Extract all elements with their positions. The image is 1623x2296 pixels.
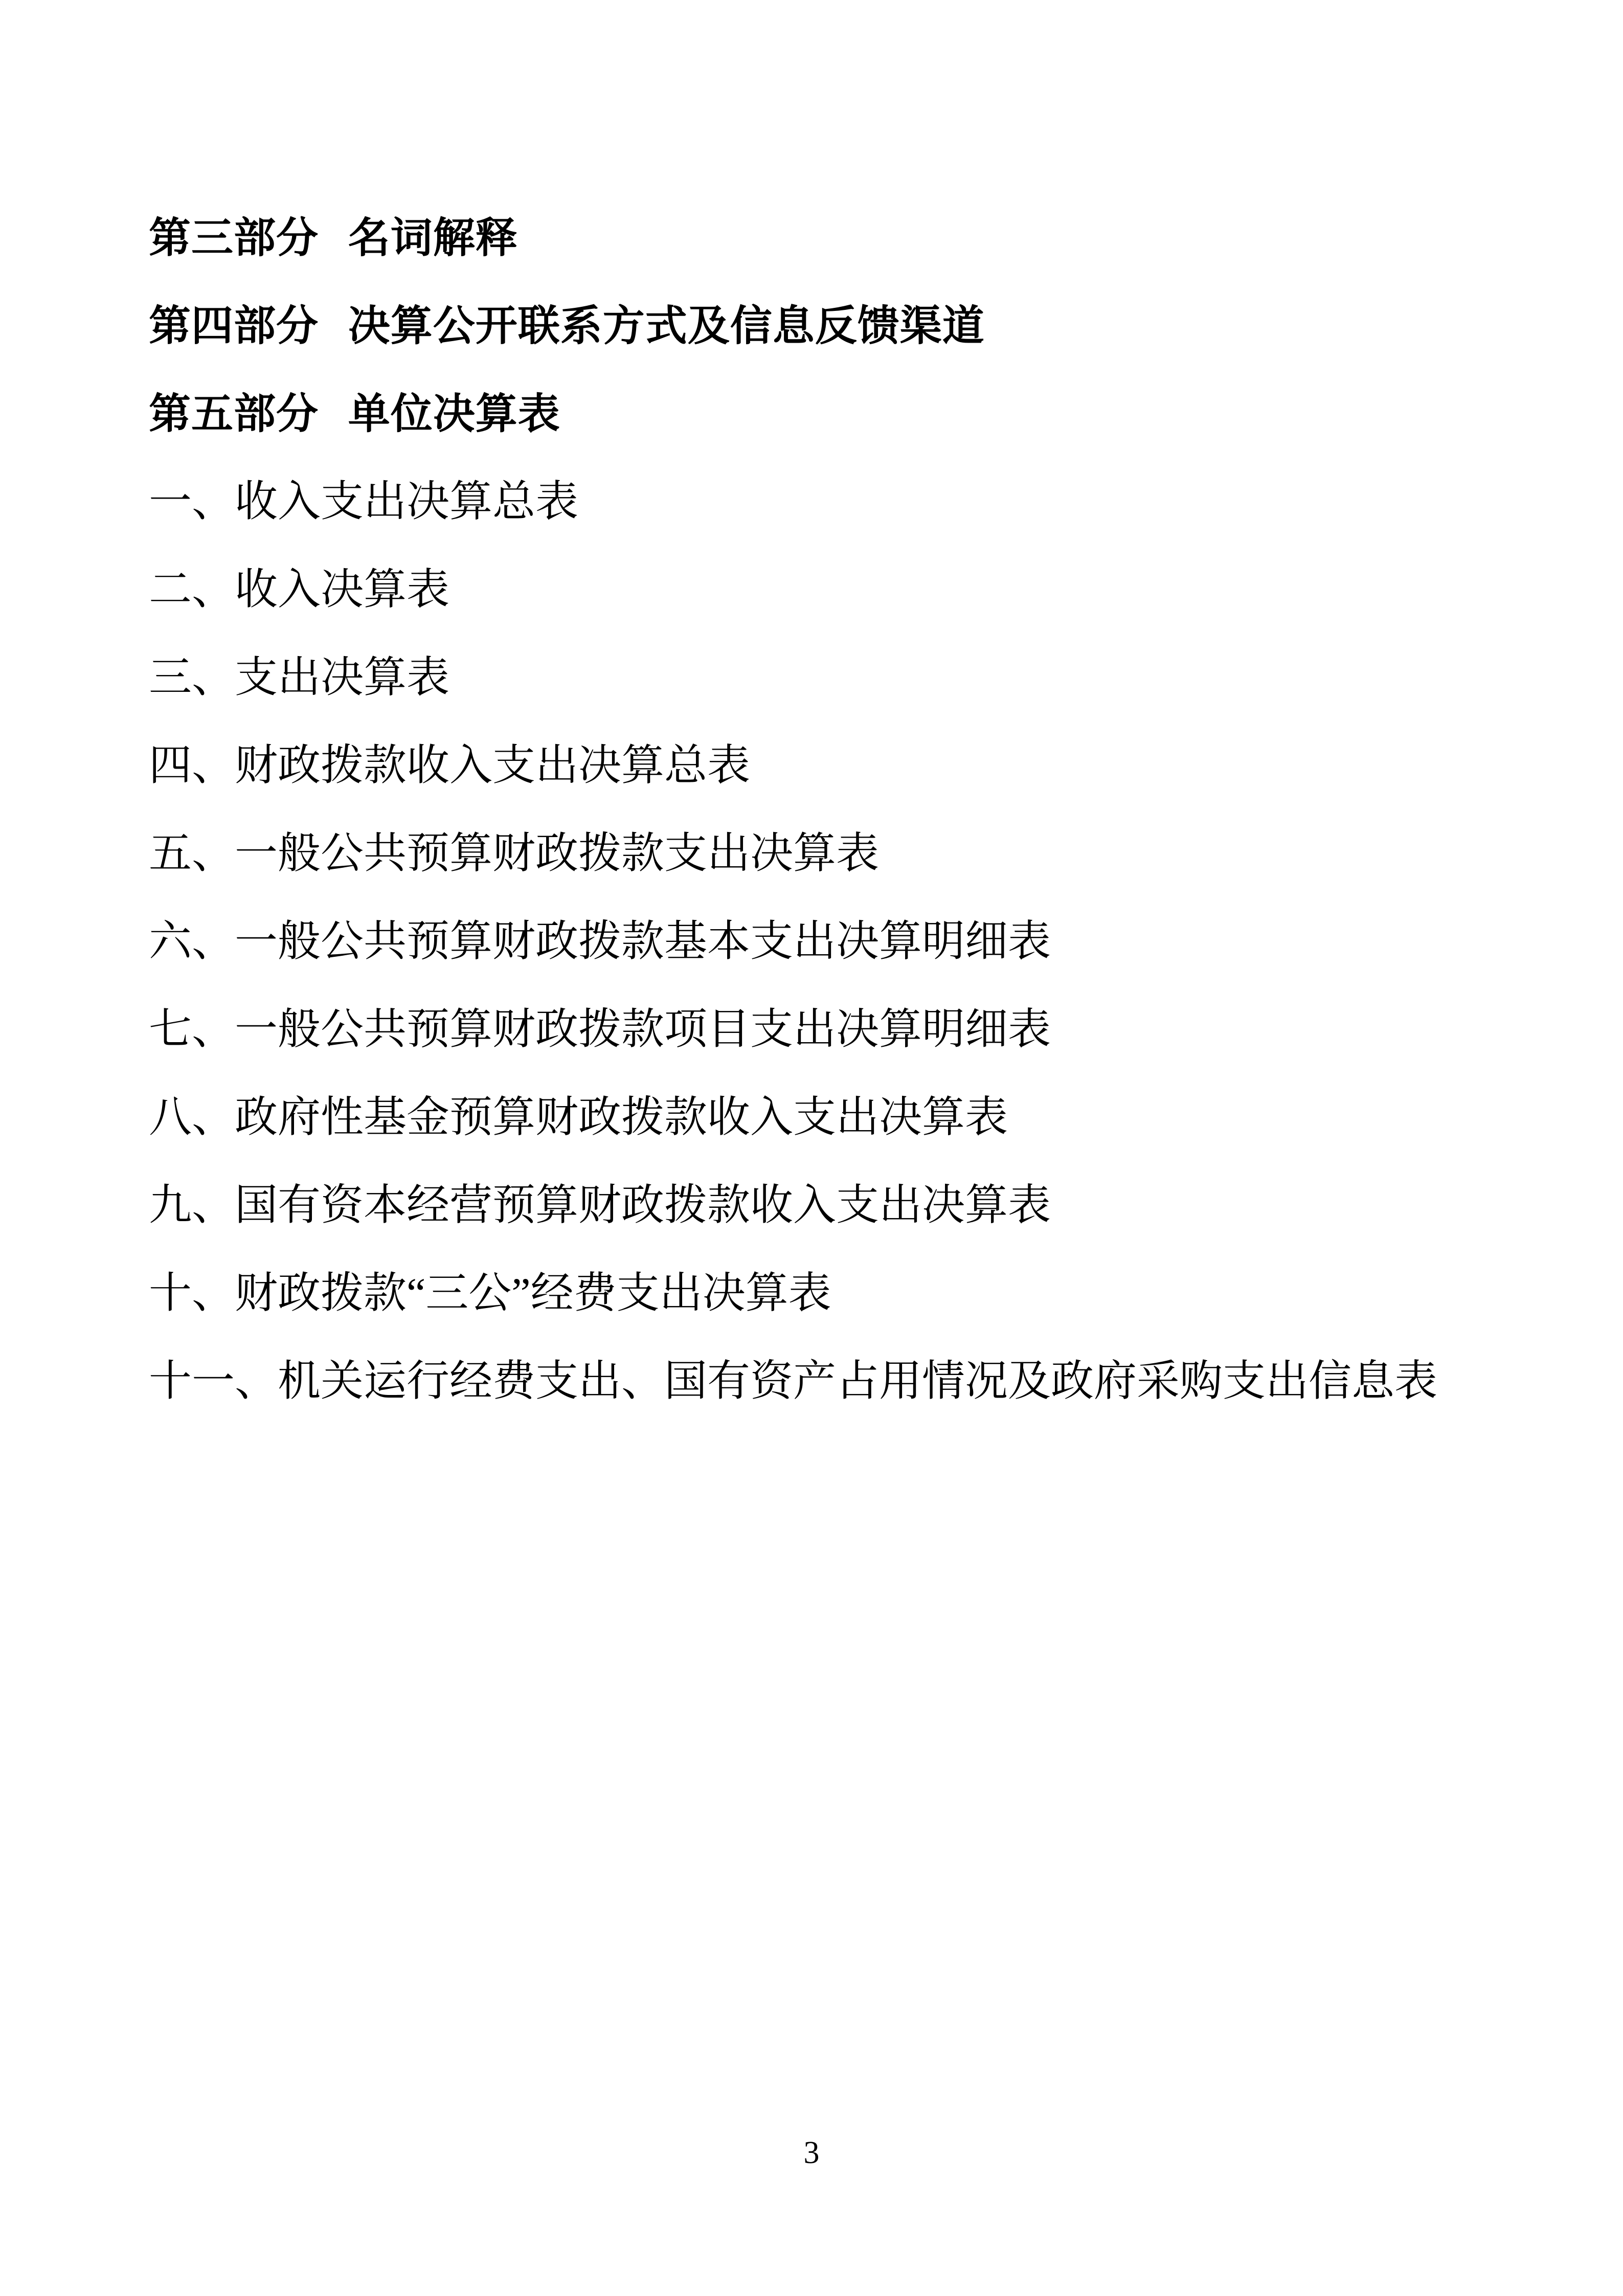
toc-item-2: 二、收入决算表 bbox=[149, 566, 450, 614]
toc-item-8: 八、政府性基金预算财政拨款收入支出决算表 bbox=[149, 1094, 1008, 1141]
toc-item-9: 九、国有资本经营预算财政拨款收入支出决算表 bbox=[149, 1182, 1051, 1229]
toc-item-4: 四、财政拨款收入支出决算总表 bbox=[149, 742, 751, 790]
toc-item-11: 十一、机关运行经费支出、国有资产占用情况及政府采购支出信息表 bbox=[149, 1358, 1438, 1405]
toc-item-1: 一、收入支出决算总表 bbox=[149, 478, 579, 526]
toc-item-6: 六、一般公共预算财政拨款基本支出决算明细表 bbox=[149, 918, 1051, 965]
toc-heading-part-4: 第四部分 决算公开联系方式及信息反馈渠道 bbox=[149, 303, 985, 349]
table-of-contents bbox=[149, 194, 1437, 1426]
toc-item-7: 七、一般公共预算财政拨款项目支出决算明细表 bbox=[149, 1006, 1051, 1053]
toc-item-3: 三、支出决算表 bbox=[149, 654, 450, 702]
toc-heading-part-3: 第三部分 名词解释 bbox=[149, 215, 518, 261]
toc-item-10: 十、财政拨款“三公”经费支出决算表 bbox=[149, 1270, 831, 1317]
page-number: 3 bbox=[803, 2135, 820, 2170]
toc-heading-part-5: 第五部分 单位决算表 bbox=[149, 391, 560, 437]
toc-item-5: 五、一般公共预算财政拨款支出决算表 bbox=[149, 830, 880, 877]
